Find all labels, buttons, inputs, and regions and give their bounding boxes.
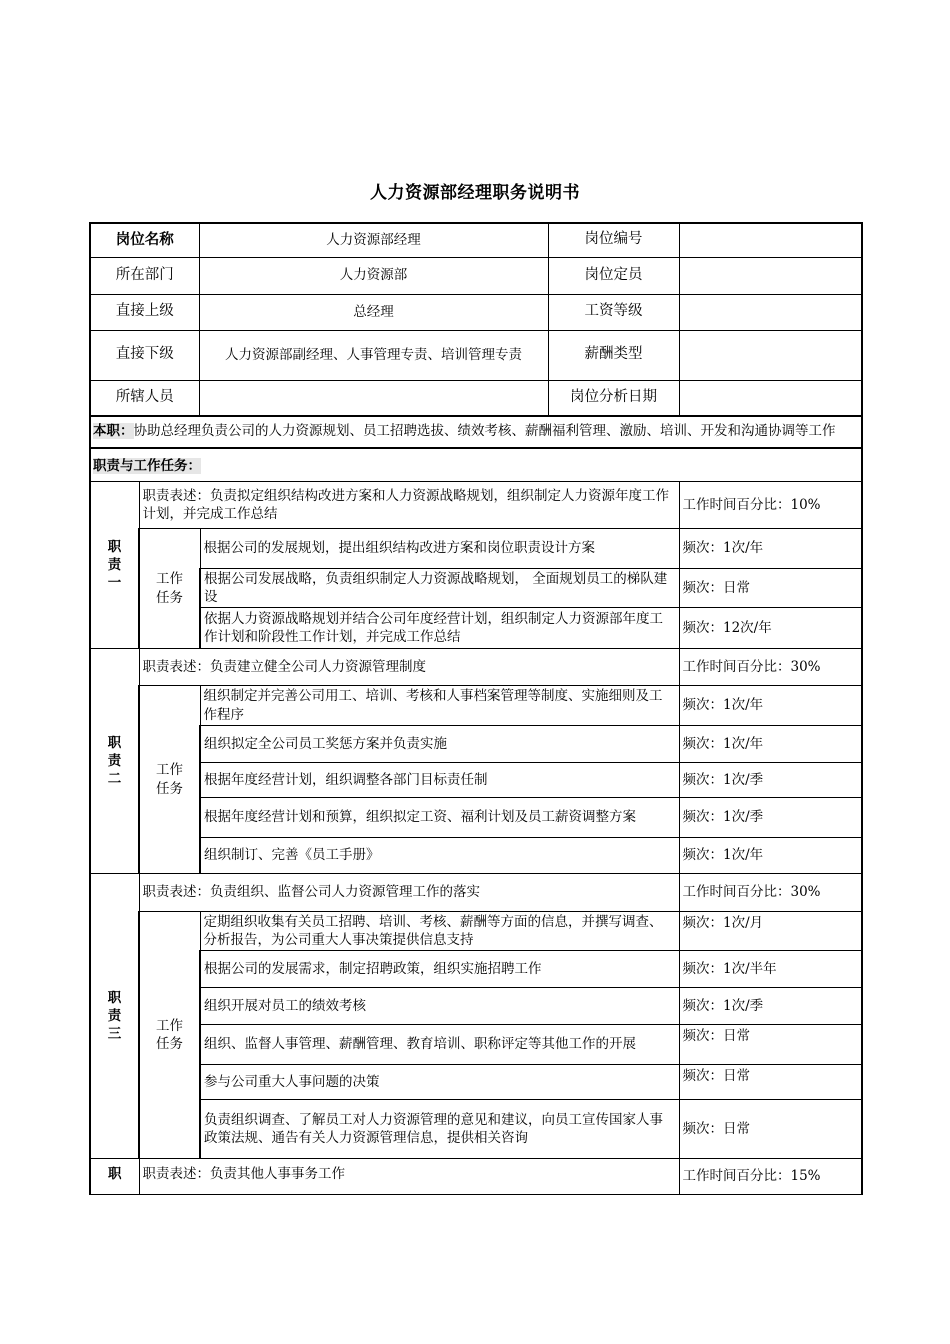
info-value xyxy=(199,380,548,416)
task-text: 定期组织收集有关员工招聘、培训、考核、薪酬等方面的信息，并撰写调查、分析报告，为公司重大人事决策提供信息支持 xyxy=(200,912,679,951)
task-label xyxy=(139,529,200,649)
info-label: 工资等级 xyxy=(548,294,679,330)
info-row xyxy=(90,257,862,294)
info-label: 直接下级 xyxy=(90,330,199,380)
duty-desc-row xyxy=(90,649,862,686)
task-frequency: 频次：1次/半年 xyxy=(679,951,862,988)
task-frequency: 频次：日常 xyxy=(679,1065,862,1100)
task-frequency: 频次：1次/季 xyxy=(679,798,862,838)
task-frequency: 频次：1次/季 xyxy=(679,988,862,1025)
task-label-text: 工作任务 xyxy=(156,571,183,606)
section-title: 职责与工作任务： xyxy=(93,457,201,474)
task-row xyxy=(90,951,862,988)
task-row xyxy=(90,569,862,608)
summary-row xyxy=(90,416,862,448)
summary-text: 协助总经理负责公司的人力资源规划、员工招聘选拔、绩效考核、薪酬福利管理、激励、培训、开发和沟通协调等工作 xyxy=(133,423,836,439)
info-value: 总经理 xyxy=(199,294,548,330)
task-text: 组织制订、完善《员工手册》 xyxy=(200,838,679,874)
time-percentage: 工作时间百分比：15% xyxy=(679,1159,862,1195)
duty-name-text: 职责二 xyxy=(107,734,122,788)
section-header-cell xyxy=(90,448,862,482)
task-frequency: 频次：日常 xyxy=(679,569,862,608)
info-value xyxy=(679,380,862,416)
task-frequency: 频次：1次/年 xyxy=(679,686,862,726)
task-row xyxy=(90,1065,862,1100)
task-label-text: 工作任务 xyxy=(156,762,183,797)
task-text: 根据年度经营计划和预算，组织拟定工资、福利计划及员工薪资调整方案 xyxy=(200,798,679,838)
task-text: 组织、监督人事管理、薪酬管理、教育培训、职称评定等其他工作的开展 xyxy=(200,1025,679,1065)
task-row xyxy=(90,798,862,838)
duty-desc-row xyxy=(90,482,862,529)
info-row xyxy=(90,330,862,380)
info-label: 岗位编号 xyxy=(548,223,679,257)
task-frequency: 频次：日常 xyxy=(679,1100,862,1159)
task-label xyxy=(139,686,200,874)
duty-name xyxy=(90,874,139,1159)
info-value xyxy=(679,330,862,380)
task-text: 根据公司的发展需求，制定招聘政策，组织实施招聘工作 xyxy=(200,951,679,988)
task-text: 组织开展对员工的绩效考核 xyxy=(200,988,679,1025)
info-value xyxy=(679,294,862,330)
time-percentage: 工作时间百分比：30% xyxy=(679,649,862,686)
task-row xyxy=(90,529,862,569)
task-frequency: 频次：日常 xyxy=(679,1025,862,1065)
task-label xyxy=(139,912,200,1159)
duty-description: 职责表述：负责建立健全公司人力资源管理制度 xyxy=(139,649,679,686)
duty-name xyxy=(90,482,139,649)
section-header-row xyxy=(90,448,862,482)
duties-table xyxy=(89,415,863,1195)
task-row xyxy=(90,838,862,874)
task-row xyxy=(90,608,862,649)
task-label-text: 工作任务 xyxy=(156,1017,183,1053)
task-row xyxy=(90,726,862,763)
info-label: 岗位名称 xyxy=(90,223,199,257)
info-row xyxy=(90,223,862,257)
info-row xyxy=(90,380,862,416)
task-frequency: 频次：1次/月 xyxy=(679,912,862,951)
summary-label: 本职： xyxy=(93,423,134,439)
info-row xyxy=(90,294,862,330)
duty-desc-row xyxy=(90,1159,862,1195)
info-label: 直接上级 xyxy=(90,294,199,330)
info-value: 人力资源部副经理、人事管理专责、培训管理专责 xyxy=(199,330,548,380)
page-title: 人力资源部经理职务说明书 xyxy=(370,183,580,203)
time-percentage: 工作时间百分比：30% xyxy=(679,874,862,912)
task-row xyxy=(90,763,862,798)
task-text: 根据年度经营计划，组织调整各部门目标责任制 xyxy=(200,763,679,798)
info-value xyxy=(679,257,862,294)
info-value: 人力资源部经理 xyxy=(199,223,548,257)
duty-description: 职责表述：负责其他人事事务工作 xyxy=(139,1159,679,1195)
task-text: 组织制定并完善公司用工、培训、考核和人事档案管理等制度、实施细则及工作程序 xyxy=(200,686,679,726)
info-value: 人力资源部 xyxy=(199,257,548,294)
task-frequency: 频次：12次/年 xyxy=(679,608,862,649)
task-text: 根据公司的发展规划，提出组织结构改进方案和岗位职责设计方案 xyxy=(200,529,679,569)
task-row xyxy=(90,686,862,726)
basic-info-table xyxy=(89,222,863,417)
task-text: 负责组织调查、了解员工对人力资源管理的意见和建议，向员工宣传国家人事政策法规、通告有关人力资源管理信息，提供相关咨询 xyxy=(200,1100,679,1159)
duty-name: 职 xyxy=(90,1159,139,1195)
time-percentage: 工作时间百分比：10% xyxy=(679,482,862,529)
task-frequency: 频次：1次/年 xyxy=(679,726,862,763)
info-label: 薪酬类型 xyxy=(548,330,679,380)
info-value xyxy=(679,223,862,257)
task-text: 根据公司发展战略，负责组织制定人力资源战略规划， 全面规划员工的梯队建设 xyxy=(200,569,679,608)
info-label: 岗位定员 xyxy=(548,257,679,294)
task-text: 依据人力资源战略规划并结合公司年度经营计划，组织制定人力资源部年度工作计划和阶段性工作计划，并完成工作总结 xyxy=(200,608,679,649)
summary-cell xyxy=(90,416,862,448)
duty-description: 职责表述：负责拟定组织结构改进方案和人力资源战略规划，组织制定人力资源年度工作计划，并完成工作总结 xyxy=(139,482,679,529)
task-frequency: 频次：1次/年 xyxy=(679,529,862,569)
duty-name-text: 职责一 xyxy=(107,538,122,592)
task-text: 参与公司重大人事问题的决策 xyxy=(200,1065,679,1100)
duty-desc-row xyxy=(90,874,862,912)
task-row xyxy=(90,912,862,951)
task-text: 组织拟定全公司员工奖惩方案并负责实施 xyxy=(200,726,679,763)
info-label: 所在部门 xyxy=(90,257,199,294)
duty-name xyxy=(90,649,139,874)
duty-name-text: 职责三 xyxy=(107,989,122,1043)
task-row xyxy=(90,1025,862,1065)
task-row xyxy=(90,1100,862,1159)
task-frequency: 频次：1次/年 xyxy=(679,838,862,874)
task-frequency: 频次：1次/季 xyxy=(679,763,862,798)
info-label: 所辖人员 xyxy=(90,380,199,416)
duty-description: 职责表述：负责组织、监督公司人力资源管理工作的落实 xyxy=(139,874,679,912)
task-row xyxy=(90,988,862,1025)
info-label: 岗位分析日期 xyxy=(548,380,679,416)
